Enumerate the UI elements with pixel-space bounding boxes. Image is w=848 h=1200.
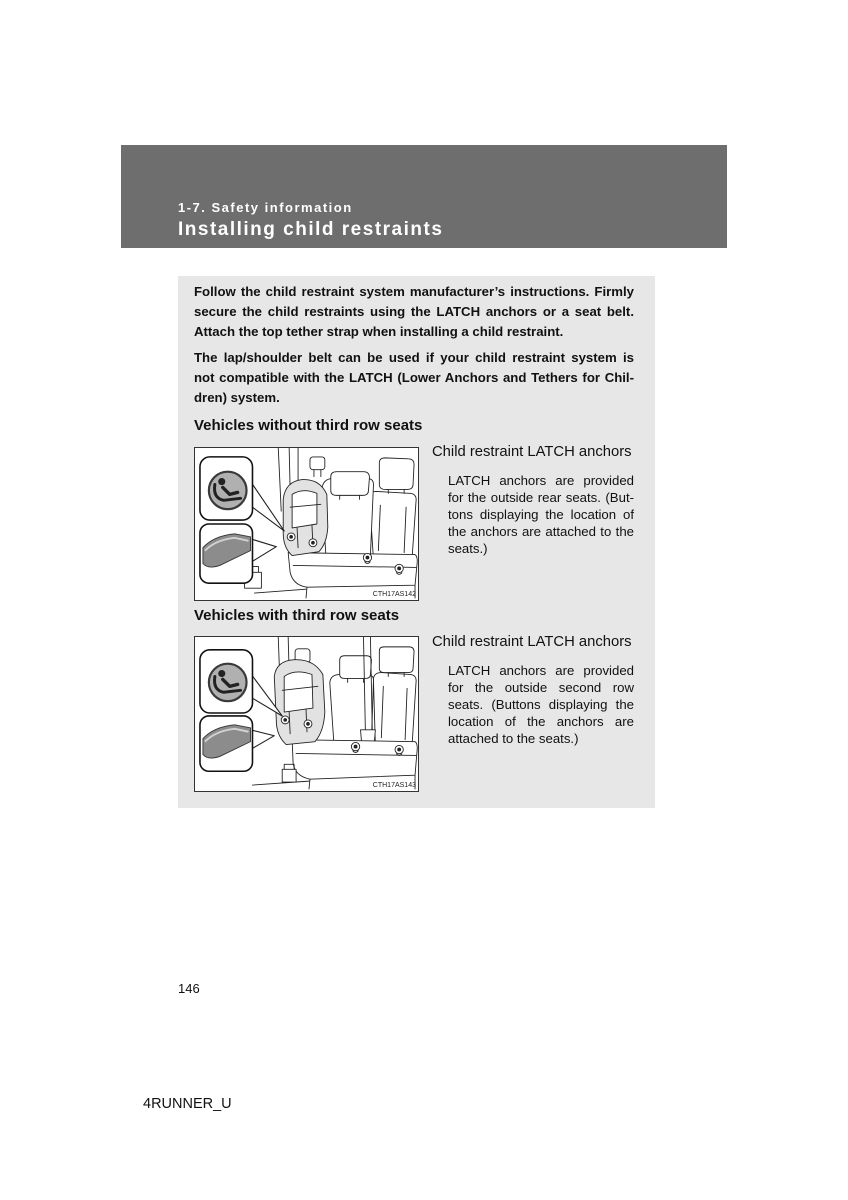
figure-caption-line: seats.) — [448, 541, 488, 556]
child-seat-icon — [209, 664, 247, 702]
anchor-button-inset — [200, 524, 276, 583]
figure-caption-line: for the outside rear seats. (But- — [448, 490, 634, 505]
figure-without-third-row — [194, 447, 419, 601]
latch-anchor-marker — [395, 564, 403, 574]
paragraph-line: not compatible with the LATCH (Lower Anchors and Tethers for Chil- — [194, 370, 634, 385]
figure-caption — [448, 472, 634, 557]
second-row-seat-illustration — [195, 637, 418, 791]
paragraph-line: Attach the top tether strap when installing a child restraint. — [194, 324, 564, 339]
paragraph-line: dren) system. — [194, 390, 280, 405]
page-number: 146 — [178, 981, 200, 996]
section-label: 1-7. Safety information — [178, 200, 353, 215]
figure-caption-line: seats. (Buttons displaying the — [448, 697, 634, 712]
child-seat-symbol-inset — [200, 457, 284, 531]
figure-caption — [448, 662, 634, 747]
latch-anchor-marker — [351, 742, 359, 752]
latch-anchor-marker — [363, 553, 371, 563]
latch-anchor-marker — [281, 716, 289, 724]
latch-anchor-marker — [395, 745, 403, 755]
page-title: Installing child restraints — [178, 219, 444, 240]
figure-caption-title: Child restraint LATCH anchors — [432, 634, 632, 650]
figure-caption-line: attached to the seats.) — [448, 731, 579, 746]
latch-anchor-marker — [309, 539, 317, 547]
child-seat-icon — [209, 472, 247, 510]
figure-caption-line: LATCH anchors are provided — [448, 473, 634, 488]
figure-caption-line: location of the anchors are — [448, 714, 634, 729]
footer-model-code: 4RUNNER_U — [143, 1096, 232, 1112]
anchor-button-inset — [200, 716, 274, 771]
instruction-paragraph — [194, 348, 634, 408]
child-seat-symbol-inset — [200, 650, 282, 716]
figure-caption-line: tons displaying the location of — [448, 507, 634, 522]
paragraph-line: Follow the child restraint system manufacturer’s instructions. Firmly — [194, 284, 634, 299]
figure-caption-title: Child restraint LATCH anchors — [432, 444, 632, 460]
subsection-heading: Vehicles without third row seats — [194, 417, 423, 434]
figure-with-third-row — [194, 636, 419, 792]
figure-caption-line: the anchors are attached to the — [448, 524, 634, 539]
paragraph-line: The lap/shoulder belt can be used if your child restraint system is — [194, 350, 634, 365]
latch-anchor-marker — [287, 533, 295, 541]
figure-code: CTH17AS143 — [372, 782, 416, 789]
figure-code: CTH17AS142 — [372, 591, 416, 598]
latch-anchor-marker — [304, 720, 312, 728]
figure-caption-line: for the outside second row — [448, 680, 634, 695]
figure-caption-line: LATCH anchors are provided — [448, 663, 634, 678]
paragraph-line: secure the child restraints using the LATCH anchors or a seat belt. — [194, 304, 634, 319]
rear-seat-illustration — [195, 448, 418, 600]
subsection-heading: Vehicles with third row seats — [194, 607, 400, 624]
instruction-paragraph — [194, 282, 634, 342]
